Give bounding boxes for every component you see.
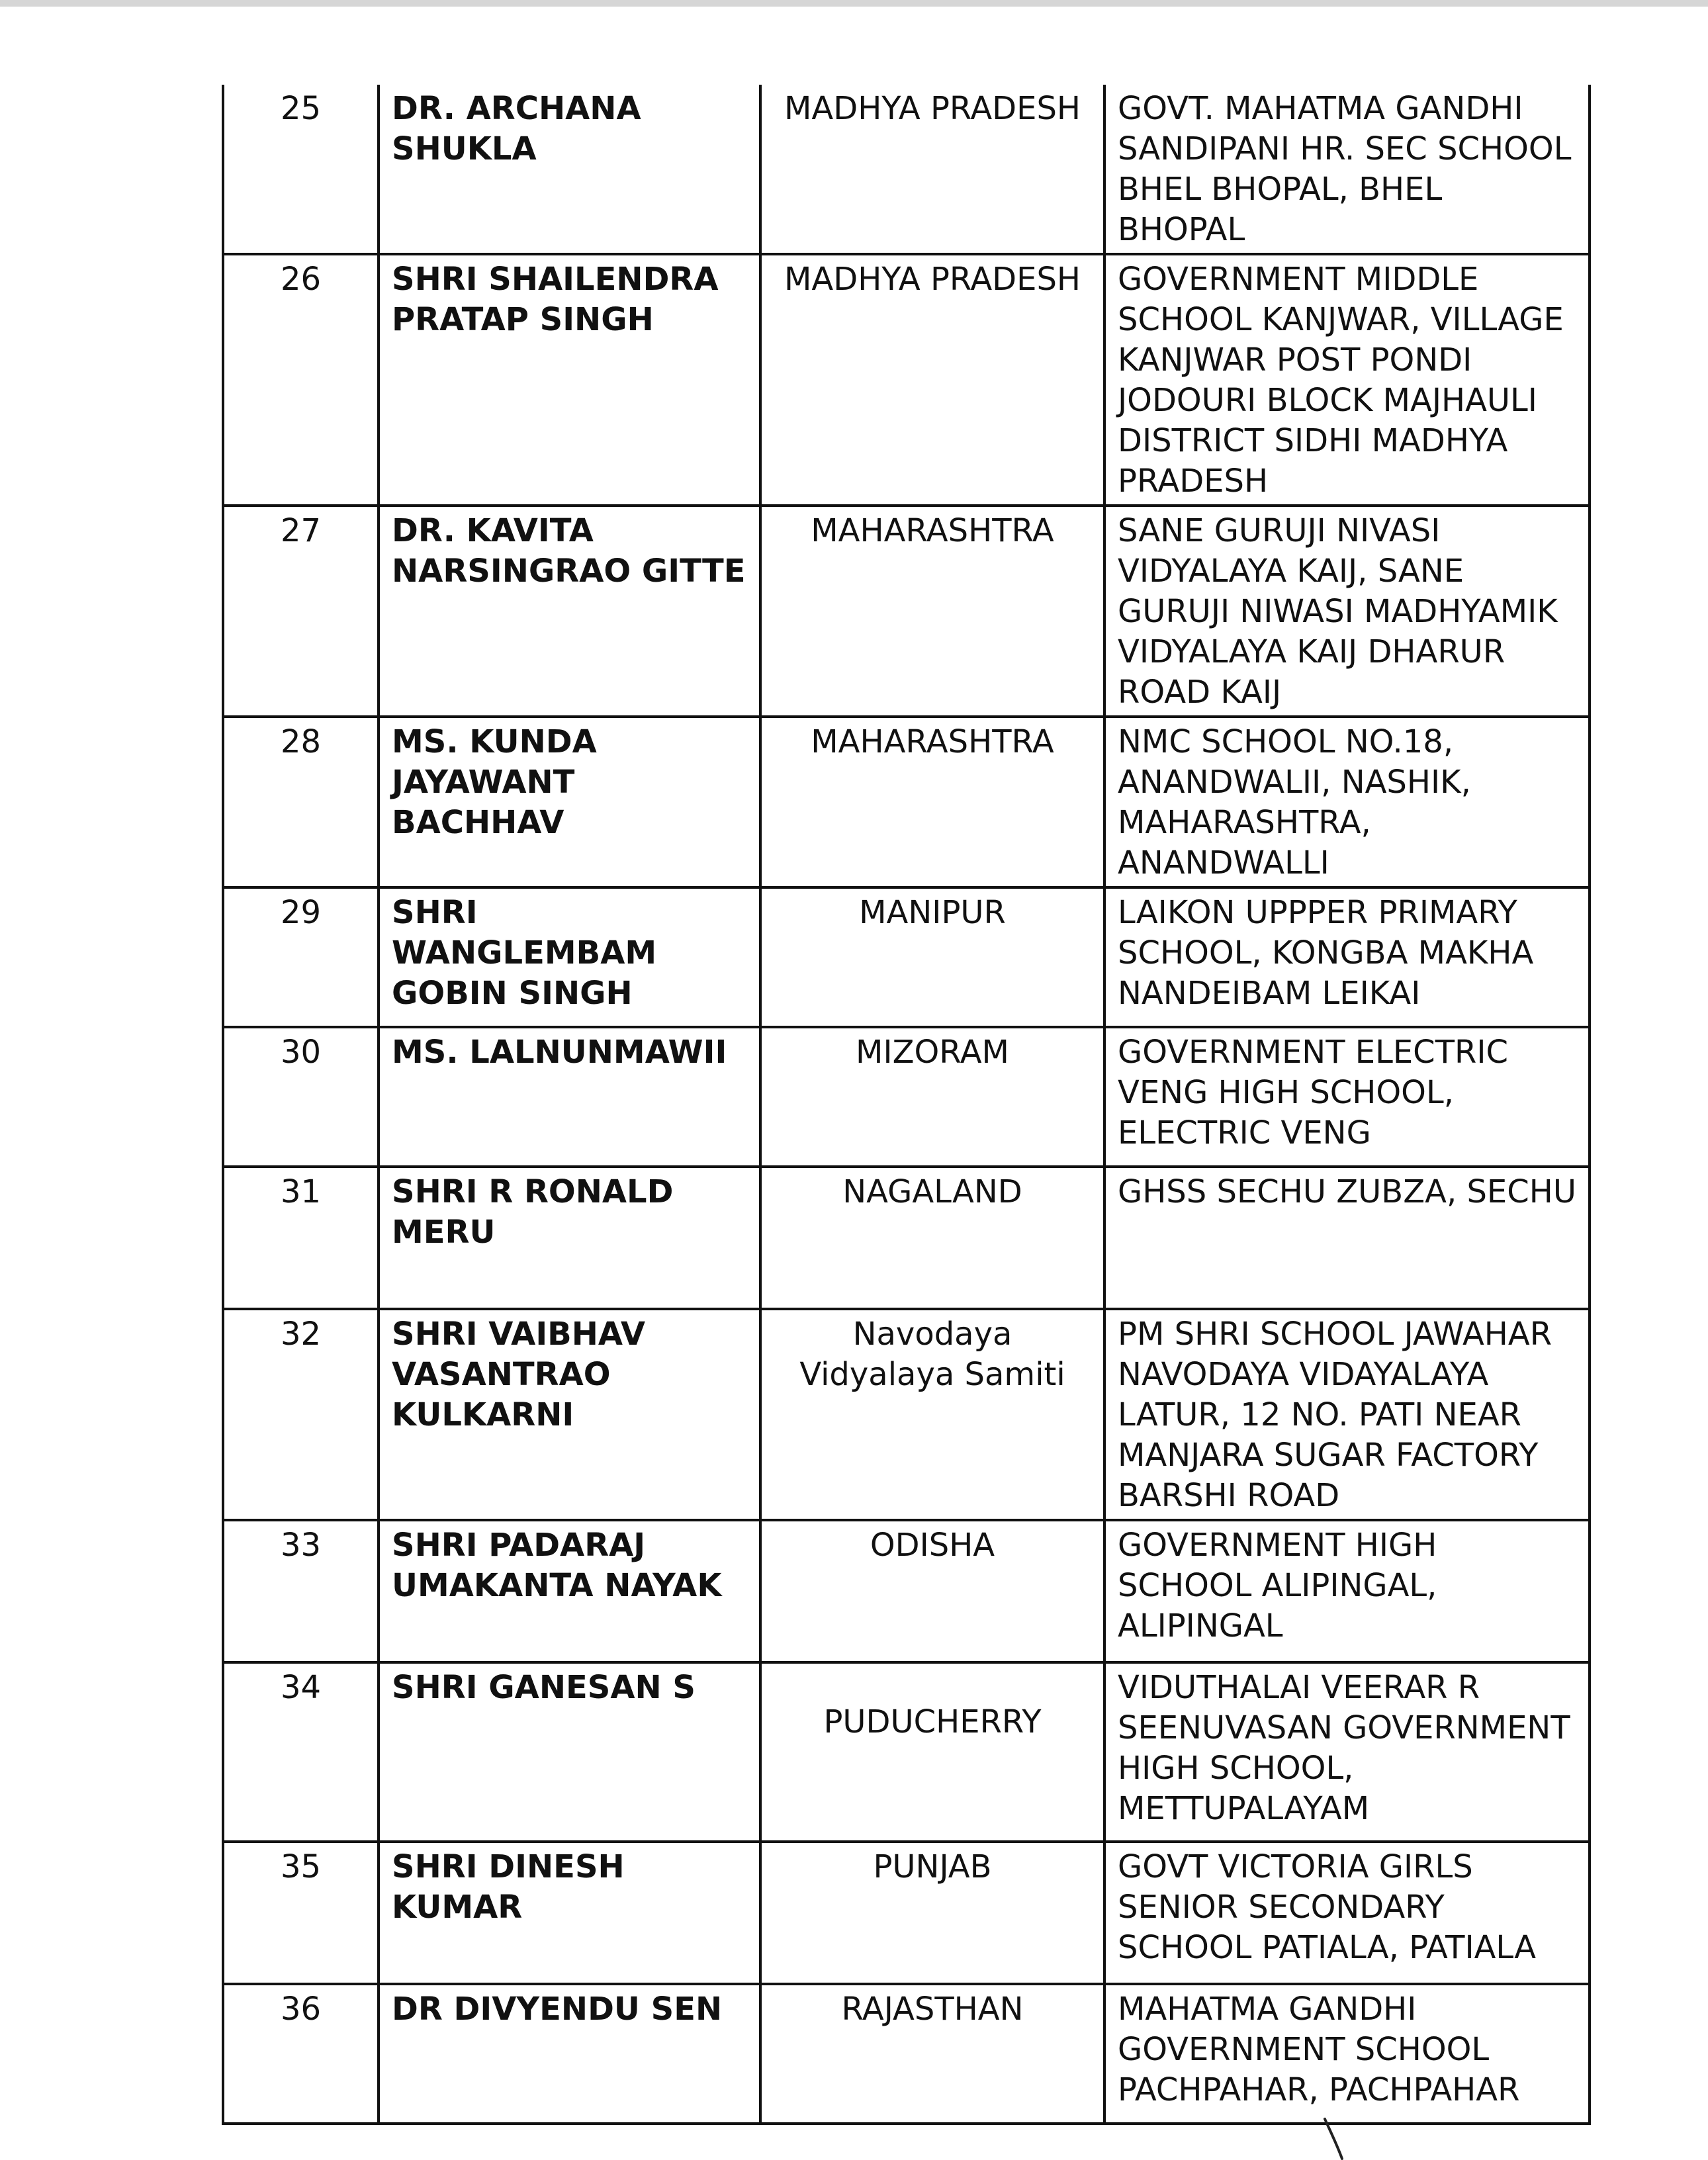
awardees-table (222, 85, 1591, 2125)
awardee-name: DR. KAVITA NARSINGRAO GITTE (379, 506, 760, 717)
serial-number: 30 (223, 1027, 379, 1167)
page-top-border (0, 0, 1708, 7)
awardee-name: DR. ARCHANA SHUKLA (379, 85, 760, 254)
serial-number: 29 (223, 887, 379, 1027)
awardee-name: SHRI R RONALD MERU (379, 1167, 760, 1309)
serial-number: 26 (223, 254, 379, 506)
state-name: PUDUCHERRY (760, 1662, 1104, 1842)
serial-number: 34 (223, 1662, 379, 1842)
awardee-name: SHRI WANGLEMBAM GOBIN SINGH (379, 887, 760, 1027)
state-name: MANIPUR (760, 887, 1104, 1027)
school-name: GOVT. MAHATMA GANDHI SANDIPANI HR. SEC SCHOOL BHEL BHOPAL, BHEL BHOPAL (1104, 85, 1590, 254)
state-name: MAHARASHTRA (760, 717, 1104, 887)
signature-stroke (1322, 2118, 1349, 2160)
school-name: NMC SCHOOL NO.18, ANANDWALII, NASHIK, MAHARASHTRA, ANANDWALLI (1104, 717, 1590, 887)
school-name: GHSS SECHU ZUBZA, SECHU (1104, 1167, 1590, 1309)
table-row (223, 1167, 1590, 1309)
table-row (223, 1027, 1590, 1167)
table-row (223, 85, 1590, 254)
table-row (223, 1662, 1590, 1842)
serial-number: 32 (223, 1309, 379, 1520)
state-name: PUNJAB (760, 1842, 1104, 1984)
school-name: LAIKON UPPPER PRIMARY SCHOOL, KONGBA MAKHA NANDEIBAM LEIKAI (1104, 887, 1590, 1027)
state-name: MIZORAM (760, 1027, 1104, 1167)
state-name: NAGALAND (760, 1167, 1104, 1309)
table-row (223, 1984, 1590, 2124)
state-name: Navodaya Vidyalaya Samiti (760, 1309, 1104, 1520)
serial-number: 36 (223, 1984, 379, 2124)
serial-number: 27 (223, 506, 379, 717)
awardee-name: SHRI DINESH KUMAR (379, 1842, 760, 1984)
table-row (223, 1842, 1590, 1984)
awardee-name: SHRI VAIBHAV VASANTRAO KULKARNI (379, 1309, 760, 1520)
table-row (223, 506, 1590, 717)
serial-number: 28 (223, 717, 379, 887)
serial-number: 33 (223, 1520, 379, 1662)
state-name: RAJASTHAN (760, 1984, 1104, 2124)
table-row (223, 1520, 1590, 1662)
awardee-name: DR DIVYENDU SEN (379, 1984, 760, 2124)
table-row (223, 1309, 1590, 1520)
school-name: PM SHRI SCHOOL JAWAHAR NAVODAYA VIDAYALAYA LATUR, 12 NO. PATI NEAR MANJARA SUGAR FACTORY BARSHI ROAD (1104, 1309, 1590, 1520)
state-name: MADHYA PRADESH (760, 254, 1104, 506)
serial-number: 31 (223, 1167, 379, 1309)
school-name: VIDUTHALAI VEERAR R SEENUVASAN GOVERNMENT HIGH SCHOOL, METTUPALAYAM (1104, 1662, 1590, 1842)
school-name: SANE GURUJI NIVASI VIDYALAYA KAIJ, SANE GURUJI NIWASI MADHYAMIK VIDYALAYA KAIJ DHARUR ROAD KAIJ (1104, 506, 1590, 717)
state-name: ODISHA (760, 1520, 1104, 1662)
table-row (223, 254, 1590, 506)
awardee-name: SHRI PADARAJ UMAKANTA NAYAK (379, 1520, 760, 1662)
table-row (223, 887, 1590, 1027)
serial-number: 25 (223, 85, 379, 254)
awardee-name: MS. KUNDA JAYAWANT BACHHAV (379, 717, 760, 887)
state-name: MADHYA PRADESH (760, 85, 1104, 254)
school-name: GOVERNMENT ELECTRIC VENG HIGH SCHOOL, ELECTRIC VENG (1104, 1027, 1590, 1167)
table-row (223, 717, 1590, 887)
document-page (222, 85, 1576, 2125)
awardee-name: MS. LALNUNMAWII (379, 1027, 760, 1167)
awardee-name: SHRI SHAILENDRA PRATAP SINGH (379, 254, 760, 506)
awardee-name: SHRI GANESAN S (379, 1662, 760, 1842)
school-name: GOVERNMENT HIGH SCHOOL ALIPINGAL, ALIPINGAL (1104, 1520, 1590, 1662)
school-name: GOVT VICTORIA GIRLS SENIOR SECONDARY SCHOOL PATIALA, PATIALA (1104, 1842, 1590, 1984)
state-name: MAHARASHTRA (760, 506, 1104, 717)
school-name: MAHATMA GANDHI GOVERNMENT SCHOOL PACHPAHAR, PACHPAHAR (1104, 1984, 1590, 2124)
school-name: GOVERNMENT MIDDLE SCHOOL KANJWAR, VILLAGE KANJWAR POST PONDI JODOURI BLOCK MAJHAULI DISTRICT SIDHI MADHYA PRADESH (1104, 254, 1590, 506)
serial-number: 35 (223, 1842, 379, 1984)
